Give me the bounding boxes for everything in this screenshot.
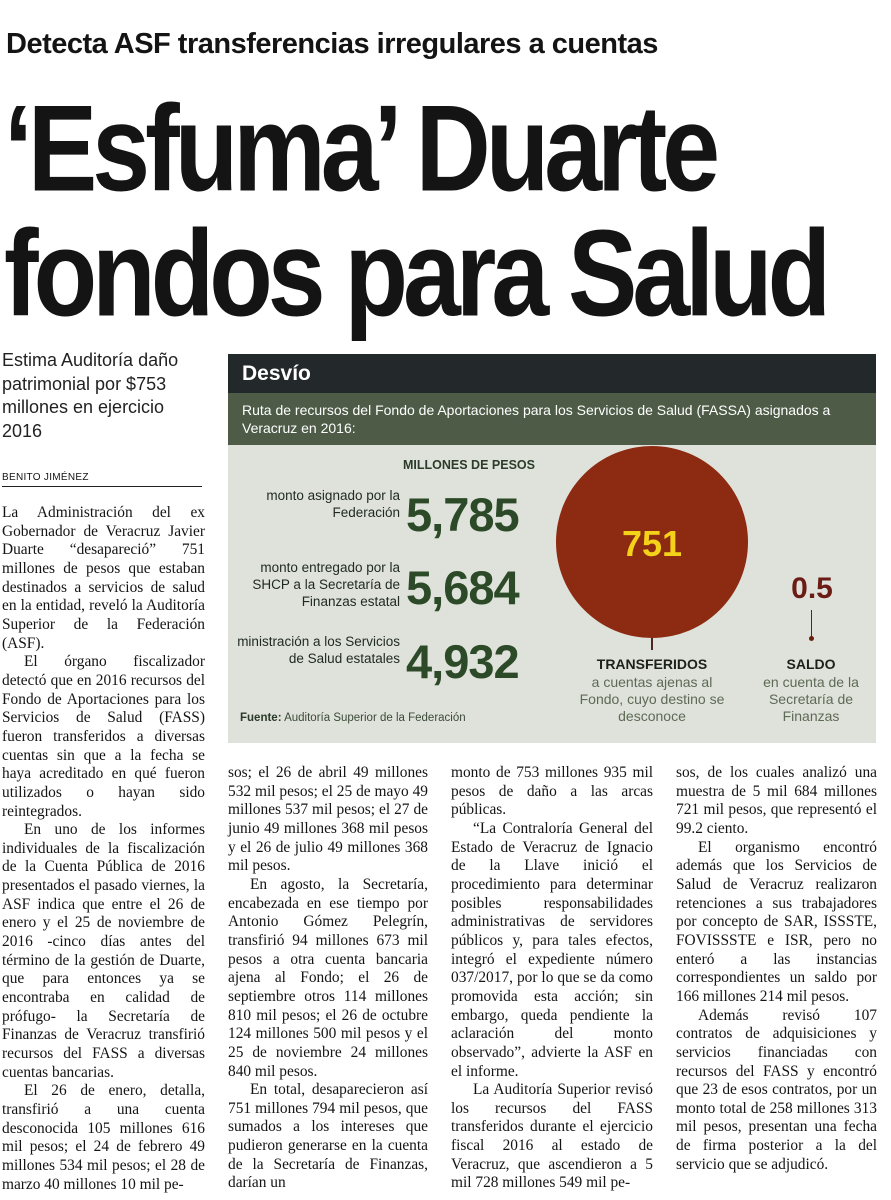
row-label-assigned: monto asignado por la Federación xyxy=(266,488,400,520)
infographic xyxy=(228,354,876,743)
source-text: Auditoría Superior de la Federación xyxy=(284,712,466,724)
bubble-stem xyxy=(651,638,653,650)
infographic-subtitle: Ruta de recursos del Fondo de Aportaciones para los Servicios de Salud (FASSA) asignados a Veracruz en 2016: xyxy=(242,402,831,436)
article-column-2 xyxy=(228,764,428,1200)
unit-label: MILLONES DE PESOS xyxy=(403,458,535,472)
transferred-heading: TRANSFERIDOS xyxy=(596,656,708,672)
infographic-title: Desvío xyxy=(242,362,311,385)
paragraph: sos; el 26 de abril 49 millones 532 mil pesos; el 25 de mayo 49 millones 537 mil pesos; el 27 de junio 49 millones 368 mil pesos y el 26 de julio 49 millones 368 mil pesos. xyxy=(228,764,428,875)
row-value-delivered: 5,684 xyxy=(406,561,519,614)
source-label: Fuente: xyxy=(240,712,282,724)
paragraph: sos, de los cuales analizó una muestra de 5 mil 684 millones 721 mil pesos, que representó el 99.2 ciento. xyxy=(676,764,877,837)
paragraph: La Auditoría Superior revisó los recursos del FASS transferidos durante el ejercicio fiscal 2016 al estado de Veracruz, que ascendieron a 5 mil 728 millones 549 mil pe- xyxy=(451,1081,653,1192)
balance-value: 0.5 xyxy=(791,572,833,605)
infographic-subtitle-bar xyxy=(228,393,876,445)
paragraph: “La Contraloría General del Estado de Veracruz de Ignacio de la Llave inició el procedimiento para determinar posibles responsabilidades administrativas de servidores públicos y, para tales efectos, integró el expediente número 037/2017, por lo que se da como promovida esta acción; sin embargo, queda pendiente la aclaración del monto observado”, advierte la ASF en el informe. xyxy=(451,819,653,1080)
paragraph: El 26 de enero, detalla, transfirió a una cuenta desconocida 105 millones 616 mil pesos; el 24 de febrero 49 millones 534 mil pesos; el 28 de marzo 40 millones 10 mil pe- xyxy=(2,1082,205,1193)
balance-heading: SALDO xyxy=(786,656,836,672)
row-value-assigned: 5,785 xyxy=(406,488,519,541)
headline-line-1: ‘Esfuma’ Duarte xyxy=(4,80,716,218)
paragraph: monto de 753 millones 935 mil pesos de daño a las arcas públicas. xyxy=(451,764,653,819)
paragraph: El organismo encontró además que los Servicios de Salud de Veracruz realizaron retenciones a sus trabajadores por concepto de SAR, ISSSTE, FOVISSSTE e ISR, pero no enteró a las instancias correspondientes un saldo por 166 millones 214 mil pesos. xyxy=(676,838,877,1005)
paragraph: Además revisó 107 contratos de adquisiciones y servicios financiadas con recursos del FASS y encontró que 23 de esos contratos, por un monto total de 258 millones 313 mil pesos, presentan una fecha de firma posterior a la del servicio que se adjudicó. xyxy=(676,1006,877,1173)
paragraph: La Administración del ex Gobernador de Veracruz Javier Duarte “desapareció” 751 millones de pesos que estaban destinados a servicios de salud en la entidad, reveló la Auditoría Superior de la Federación (ASF). xyxy=(2,504,205,652)
transferred-text: a cuentas ajenas al Fondo, cuyo destino se desconoce xyxy=(579,674,725,724)
article-kicker: Detecta ASF transferencias irregulares a cuentas xyxy=(6,28,658,60)
paragraph: En total, desaparecieron así 751 millones 794 mil pesos, que sumados a los intereses que pudieron generarse en la cuenta de la Secretaría de Finanzas, darían un xyxy=(228,1081,428,1192)
transferred-value: 751 xyxy=(621,523,683,564)
paragraph: El órgano fiscalizador detectó que en 2016 recursos del Fondo de Aportaciones para los Servicios de Salud (FASS) fueron transferidos a diversas cuentas sin que a la fecha se haya acreditado en qué fueron utilizados o hayan sido reintegrados. xyxy=(2,653,205,820)
row-value-ministered: 4,932 xyxy=(406,635,519,688)
article-column-1 xyxy=(2,504,205,1200)
article-deck: Estima Auditoría daño patrimonial por $753 millones en ejercicio 2016 xyxy=(2,350,179,441)
balance-text: en cuenta de la Secretaría de Finanzas xyxy=(763,674,859,724)
headline-line-2: fondos para Salud xyxy=(4,205,827,343)
row-label-delivered: monto entregado por la SHCP a la Secretaría de Finanzas estatal xyxy=(252,560,400,609)
paragraph: En uno de los informes individuales de la fiscalización de la Cuenta Pública de 2016 presentados el pasado viernes, la ASF indica que entre el 26 de enero y el 25 de noviembre de 2016 -cinco días antes del término de la gestión de Duarte, que para entonces ya se encontraba en calidad de prófugo- la Secretaría de Finanzas de Veracruz transfirió recursos del FASS a diversas cuentas bancarias. xyxy=(2,821,205,1081)
article-column-4 xyxy=(676,764,877,1200)
article-column-3 xyxy=(451,764,653,1200)
balance-dot xyxy=(809,636,814,641)
paragraph: En agosto, la Secretaría, encabezada en ese tiempo por Antonio Gómez Pelegrín, transfirió 94 millones 673 mil pesos a otra cuenta bancaria ajena al Fondo; el 26 de septiembre otros 114 millones 810 mil pesos; el 26 de octubre 124 millones 500 mil pesos y el 25 de noviembre 24 millones 840 mil pesos. xyxy=(228,875,428,1080)
byline: BENITO JIMÉNEZ xyxy=(2,472,202,487)
balance-stem xyxy=(811,610,812,638)
infographic-title-bar xyxy=(228,354,876,393)
infographic-source xyxy=(240,712,466,724)
row-label-ministered: ministración a los Servicios de Salud estatales xyxy=(237,634,400,666)
